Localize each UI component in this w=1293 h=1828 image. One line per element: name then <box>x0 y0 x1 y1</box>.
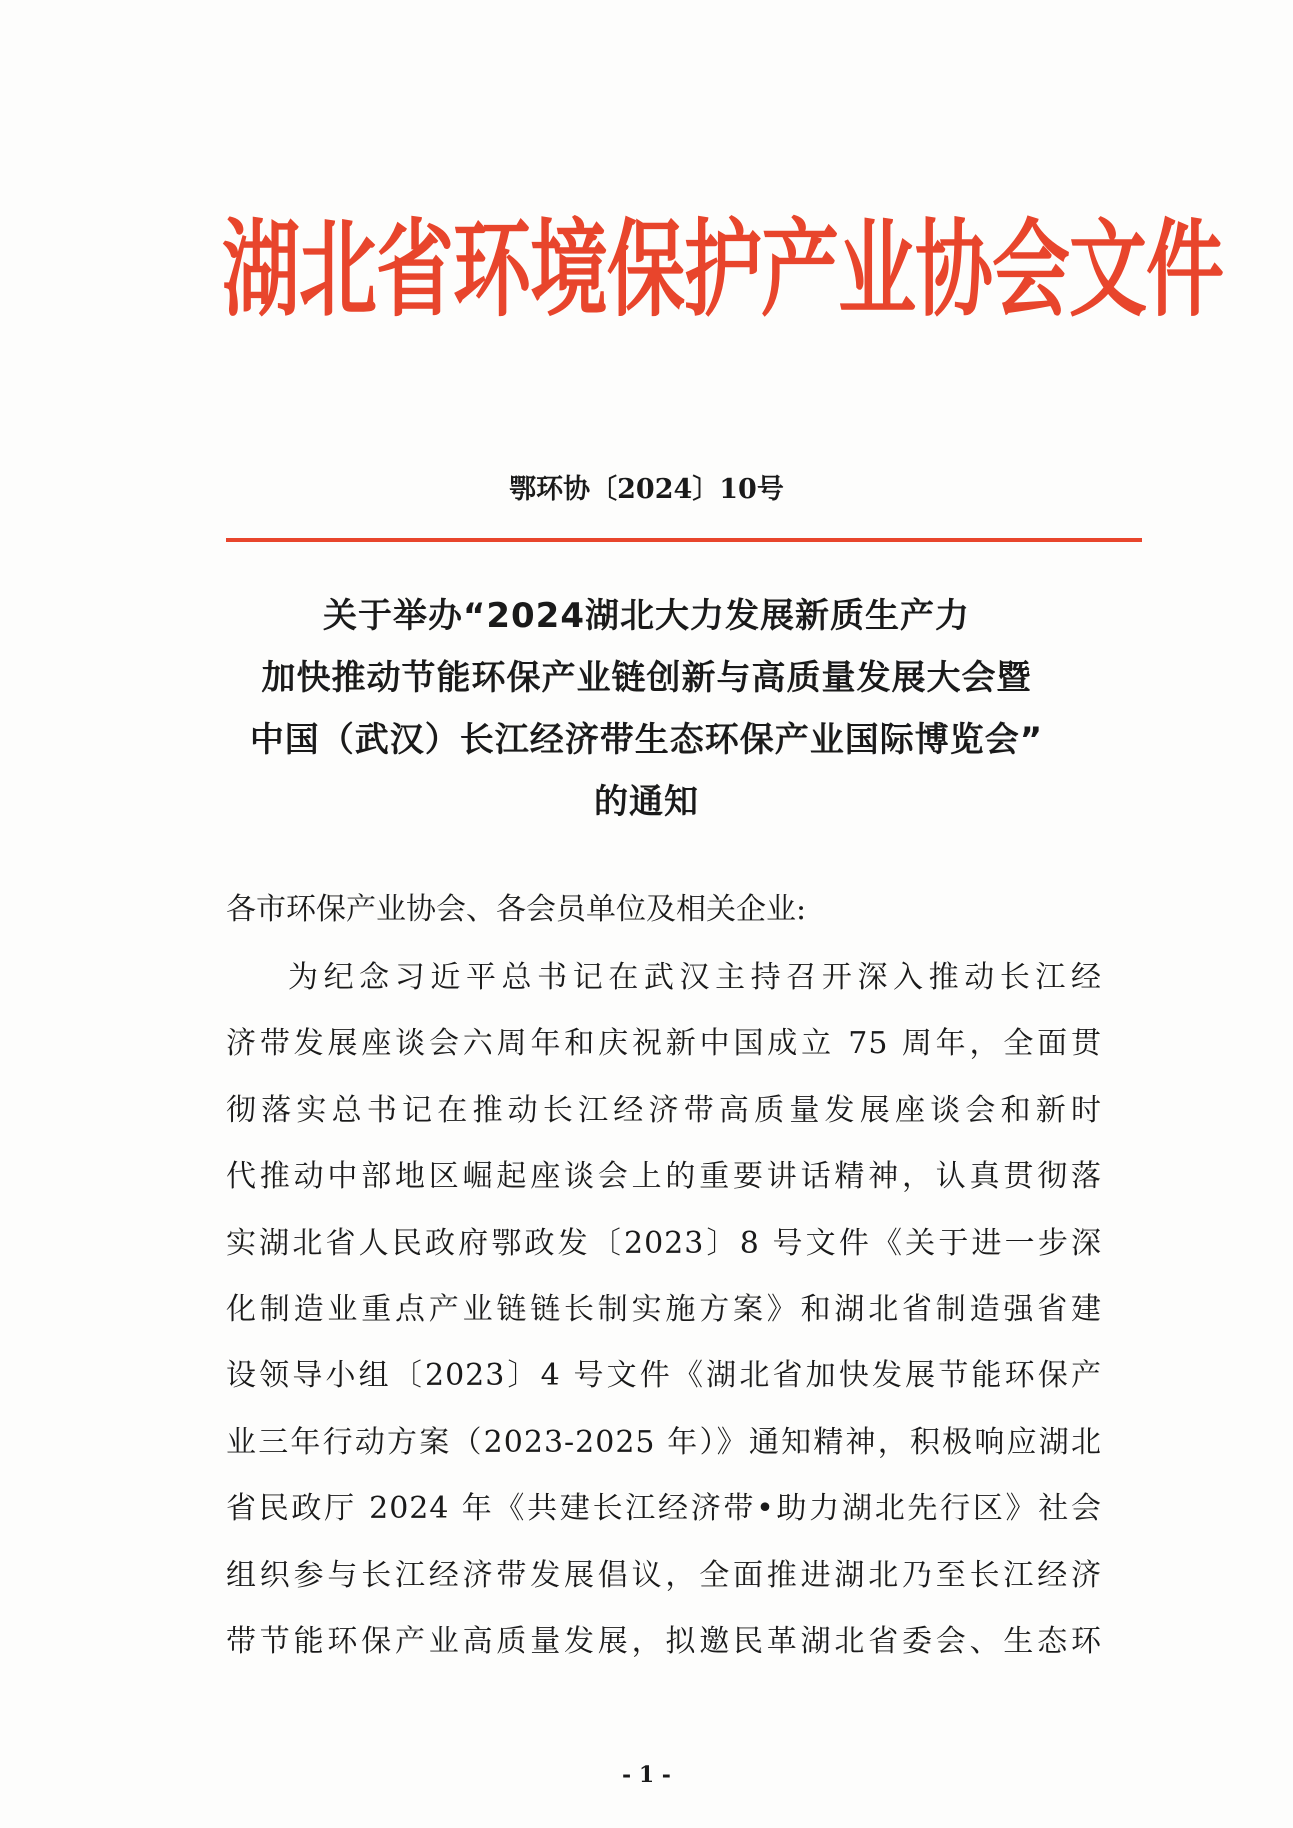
title-line: 关于举办“2024湖北大力发展新质生产力 <box>323 596 970 636</box>
title-line: 中国（武汉）长江经济带生态环保产业国际博览会” <box>249 720 1044 760</box>
title-line: 加快推动节能环保产业链创新与高质量发展大会暨 <box>261 658 1032 698</box>
red-divider-line <box>226 538 1142 542</box>
body-line: 彻落实总书记在推动长江经济带高质量发展座谈会和新时 <box>226 1092 1102 1128</box>
body-line: 实湖北省人民政府鄂政发〔2023〕8 号文件《关于进一步深 <box>226 1225 1102 1261</box>
body-line: 业三年行动方案（2023-2025 年）》通知精神，积极响应湖北 <box>226 1424 1102 1460</box>
document-number: 鄂环协〔2024〕10号 <box>509 474 784 505</box>
notice-title <box>200 585 1093 833</box>
body-line: 带节能环保产业高质量发展，拟邀民革湖北省委会、生态环 <box>226 1623 1102 1659</box>
body-line: 济带发展座谈会六周年和庆祝新中国成立 75 周年，全面贯 <box>226 1026 1102 1062</box>
body-line: 代推动中部地区崛起座谈会上的重要讲话精神，认真贯彻落 <box>226 1159 1102 1195</box>
body-line: 化制造业重点产业链链长制实施方案》和湖北省制造强省建 <box>226 1291 1102 1327</box>
body-line: 设领导小组〔2023〕4 号文件《湖北省加快发展节能环保产 <box>226 1358 1102 1394</box>
salutation: 各市环保产业协会、各会员单位及相关企业: <box>226 892 807 927</box>
body-line: 为纪念习近平总书记在武汉主持召开深入推动长江经 <box>288 960 1102 995</box>
title-line: 的通知 <box>594 782 699 822</box>
body-line: 组织参与长江经济带发展倡议，全面推进湖北乃至长江经济 <box>226 1557 1102 1593</box>
body-paragraph <box>226 945 1102 1675</box>
page-number: - 1 - <box>622 1762 671 1788</box>
body-line: 省民政厅 2024 年《共建长江经济带•助力湖北先行区》社会 <box>226 1491 1102 1527</box>
masthead-title: 湖北省环境保护产业协会文件 <box>222 210 1224 332</box>
